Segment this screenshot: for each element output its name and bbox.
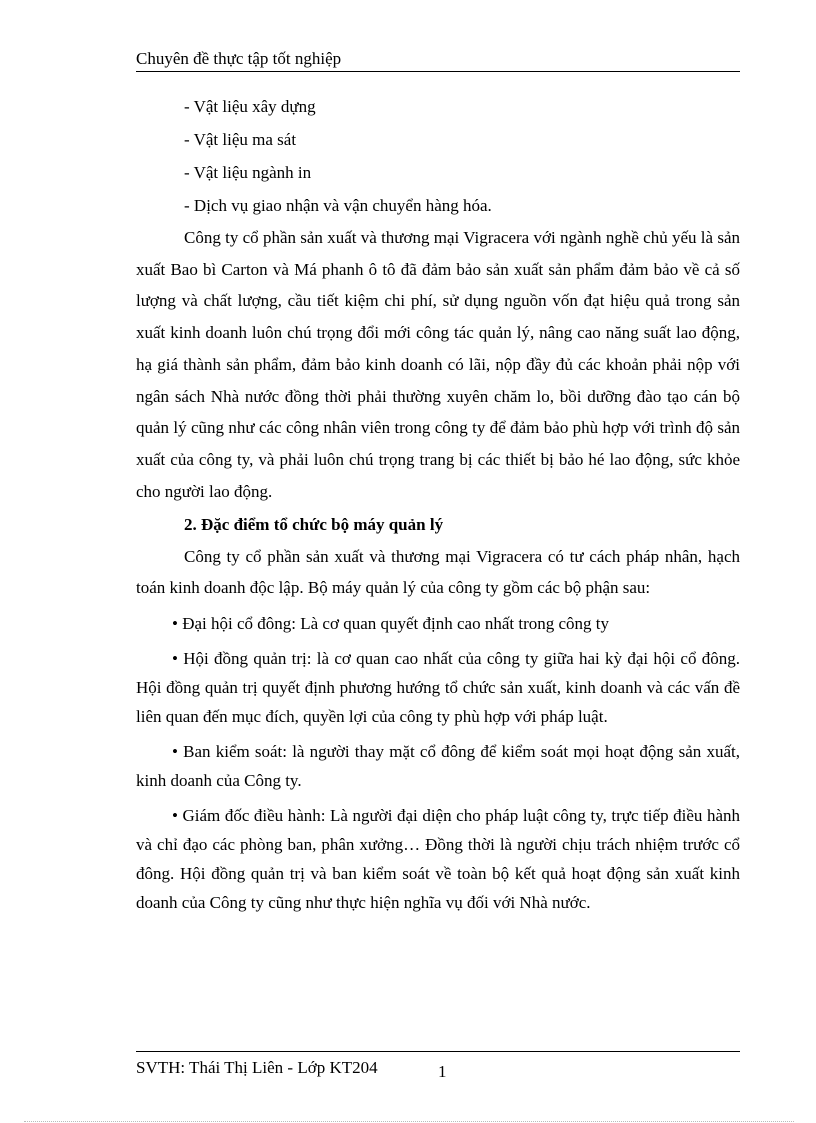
paragraph: Công ty cổ phần sản xuất và thương mại Vigracera với ngành nghề chủ yếu là sản xuất Bao bì Carton và Má phanh ô tô đã đảm bảo sản xuất sản phẩm đảm bảo về cả số lượng và chất lượng, cầu tiết kiệm chi phí, sử dụng nguồn vốn đạt hiệu quả trong sản xuất kinh doanh luôn chú trọng đổi mới công tác quản lý, nâng cao năng suất lao động, hạ giá thành sản phẩm, đảm bảo kinh doanh có lãi, nộp đầy đủ các khoản phải nộp với ngân sách Nhà nước đồng thời phải thường xuyên chăm lo, bồi dưỡng đào tạo cán bộ quản lý cũng như các công nhân viên trong công ty để đảm bảo phù hợp với trình độ sản xuất của công ty, và phải luôn chú trọng trang bị các thiết bị bảo hé lao động, sức khỏe cho người lao động. xyxy=(136,228,740,501)
page-edge-divider xyxy=(24,1121,794,1122)
footer-divider xyxy=(136,1051,740,1052)
paragraph: Công ty cổ phần sản xuất và thương mại Vigracera có tư cách pháp nhân, hạch toán kinh doanh độc lập. Bộ máy quản lý của công ty gồm các bộ phận sau: xyxy=(136,547,740,598)
list-item: - Vật liệu ma sát xyxy=(184,130,297,149)
bullet-item: • Giám đốc điều hành: Là người đại diện cho pháp luật công ty, trực tiếp điều hành và chỉ đạo các phòng ban, phân xưởng… Đồng thời là người chịu trách nhiệm trước cổ đông. Hội đồng quản trị và ban kiểm soát về toàn bộ kết quả hoạt động sản xuất kinh doanh của Công ty cũng như thực hiện nghĩa vụ đối với Nhà nước. xyxy=(136,806,740,913)
section-heading: 2. Đặc điểm tổ chức bộ máy quản lý xyxy=(184,515,444,535)
page-header xyxy=(136,47,740,72)
page-number: 1 xyxy=(438,1062,447,1081)
header-title: Chuyên đề thực tập tốt nghiệp xyxy=(136,49,342,68)
list-item: - Vật liệu ngành in xyxy=(184,163,312,182)
bullet-item: • Hội đồng quản trị: là cơ quan cao nhất của công ty giữa hai kỳ đại hội cổ đông. Hội đồng quản trị quyết định phương hướng tổ chức sản xuất, kinh doanh và các vấn đề liên quan đến mục đích, quyền lợi của công ty phù hợp với pháp luật. xyxy=(136,649,740,727)
footer-author: SVTH: Thái Thị Liên - Lớp KT204 xyxy=(136,1058,378,1077)
list-item: - Dịch vụ giao nhận và vận chuyển hàng hóa. xyxy=(184,196,492,215)
bullet-item: • Ban kiểm soát: là người thay mặt cổ đông để kiểm soát mọi hoạt động sản xuất, kinh doanh của Công ty. xyxy=(136,742,740,791)
document-body xyxy=(136,90,740,917)
list-item: - Vật liệu xây dựng xyxy=(184,97,316,116)
bullet-item: • Đại hội cổ đông: Là cơ quan quyết định cao nhất trong công ty xyxy=(172,614,610,634)
